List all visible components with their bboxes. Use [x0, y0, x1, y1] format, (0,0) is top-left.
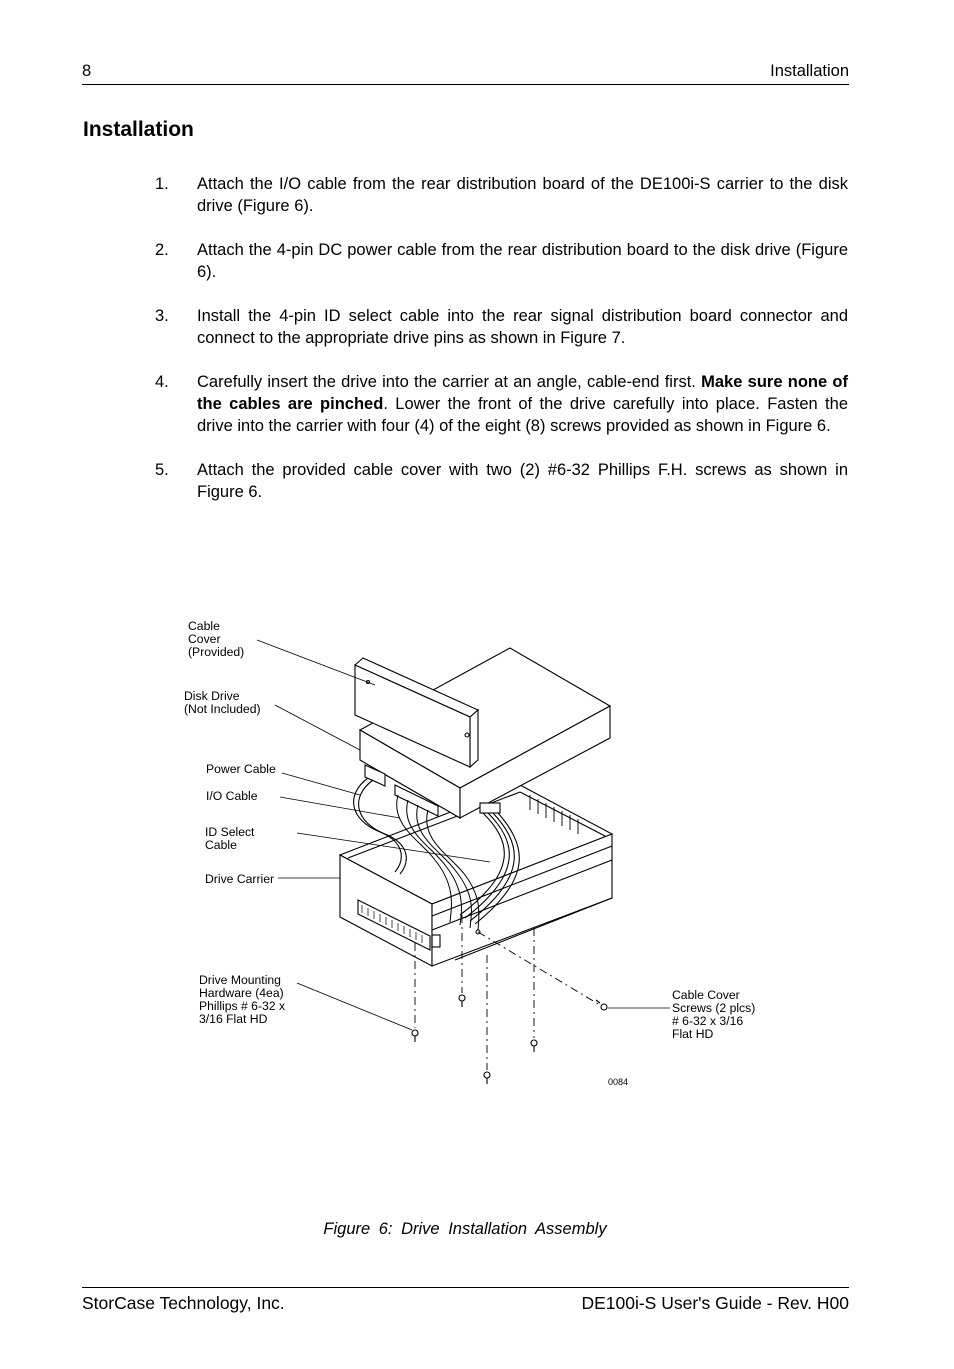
footer-doc-title: DE100i-S User's Guide - Rev. H00 [581, 1293, 849, 1313]
label-drive-carrier: Drive Carrier [205, 872, 275, 886]
drive-carrier-drawing [340, 785, 612, 966]
label-cable-cover: Cable Cover (Provided) [188, 619, 245, 659]
label-io-cable: I/O Cable [206, 789, 258, 803]
label-cover-screws: Cable Cover Screws (2 plcs) # 6-32 x 3/16 Flat HD [672, 988, 756, 1041]
list-item: 3. Install the 4-pin ID select cable into the rear signal distribution board connector and connect to the appropriate drive pins as shown in Figure 7. [155, 307, 848, 347]
page-number: 8 [82, 62, 92, 80]
footer-company: StorCase Technology, Inc. [82, 1293, 285, 1313]
figure-caption: Figure 6: Drive Installation Assembly [323, 1220, 607, 1238]
page-header [82, 62, 849, 85]
label-mounting-hardware: Drive Mounting Hardware (4ea) Phillips # 6-32 x 3/16 Flat HD [199, 973, 286, 1026]
label-id-select-cable: ID Select Cable [205, 825, 255, 852]
drive-installation-figure [180, 610, 780, 1100]
list-item: 4. Carefully insert the drive into the carrier at an angle, cable-end first. Make sure none of the cables are pinched. Lower the front of the drive carefully into place. Fasten the drive into the carrier with four (4) of the eight (8) screws provided as shown in Figure 6. [155, 373, 848, 435]
warning-text: Make sure none of the cables are pinched [197, 373, 848, 413]
label-disk-drive: Disk Drive (Not Included) [184, 689, 261, 716]
running-section-title: Installation [770, 62, 849, 80]
label-power-cable: Power Cable [206, 762, 276, 776]
figure-code: 0084 [608, 1077, 629, 1087]
page-footer [82, 1287, 849, 1313]
list-item: 1. Attach the I/O cable from the rear distribution board of the DE100i-S carrier to the disk drive (Figure 6). [155, 175, 848, 215]
screw-drawings [412, 995, 607, 1084]
list-item: 2. Attach the 4-pin DC power cable from the rear distribution board to the disk drive (Figure 6). [155, 241, 848, 281]
list-item: 5. Attach the provided cable cover with two (2) #6-32 Phillips F.H. screws as shown in Figure 6. [155, 461, 848, 501]
section-heading: Installation [83, 118, 194, 141]
installation-steps [155, 173, 848, 525]
